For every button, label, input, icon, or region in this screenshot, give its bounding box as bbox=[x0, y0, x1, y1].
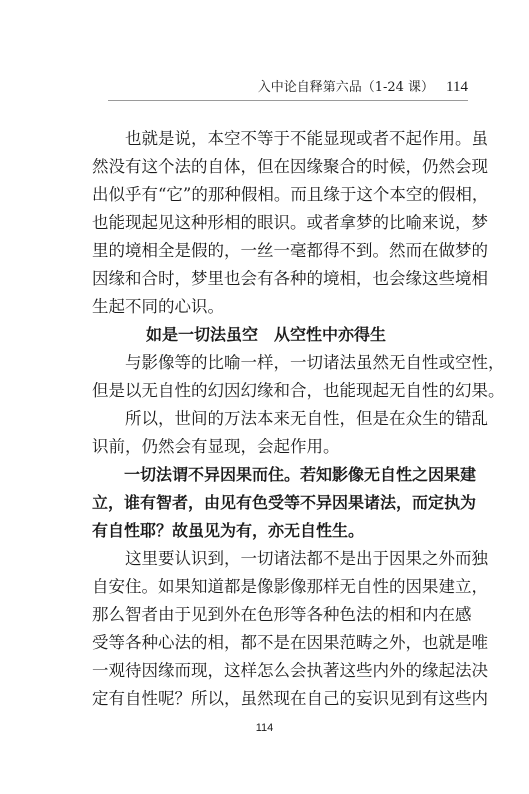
body-line: 受等各种心法的相，都不是在因果范畴之外，也就是唯 bbox=[92, 633, 488, 652]
body-line: 出似乎有“它”的那种假相。而且缘于这个本空的假相， bbox=[92, 185, 489, 204]
body-line: 生起不同的心识。 bbox=[92, 297, 224, 316]
body-line: 自安住。如果知道都是像影像那样无自性的因果建立， bbox=[92, 577, 488, 596]
header-rule bbox=[108, 100, 468, 101]
body-line: 也能现起见这种形相的眼识。或者拿梦的比喻来说，梦 bbox=[92, 213, 488, 232]
header-title: 入中论自释第六品（1-24 课） bbox=[257, 80, 435, 95]
commentary-line: 立，谁有智者，由见有色受等不异因果诸法，而定执为 bbox=[92, 493, 477, 512]
body-line: 所以，世间的万法本来无自性，但是在众生的错乱 bbox=[92, 409, 488, 428]
body-line: 也就是说，本空不等于不能显现或者不起作用。虽 bbox=[92, 129, 488, 148]
body-line: 与影像等的比喻一样，一切诸法虽然无自性或空性， bbox=[92, 353, 505, 372]
body-line: 识前，仍然会有显现，会起作用。 bbox=[92, 437, 340, 456]
commentary-line: 有自性耶？故虽见为有，亦无自性生。 bbox=[92, 521, 365, 540]
running-header bbox=[0, 76, 468, 96]
body-line: 里的境相全是假的，一丝一毫都得不到。然而在做梦的 bbox=[92, 241, 488, 260]
body-line: 那么智者由于见到外在色形等各种色法的相和内在感 bbox=[92, 605, 472, 624]
footer-page-number: 114 bbox=[255, 722, 274, 734]
body-line: 一观待因缘而现，这样怎么会执著这些内外的缘起法决 bbox=[92, 661, 488, 680]
body-line: 但是以无自性的幻因幻缘和合，也能现起无自性的幻果。 bbox=[92, 381, 505, 400]
body-line: 定有自性呢？所以，虽然现在自己的妄识见到有这些内 bbox=[92, 689, 488, 708]
body-line: 这里要认识到，一切诸法都不是出于因果之外而独 bbox=[92, 549, 488, 568]
commentary-line: 一切法谓不异因果而住。若知影像无自性之因果建 bbox=[92, 465, 477, 484]
verse-heading: 如是一切法虽空 从空性中亦得生 bbox=[146, 325, 387, 344]
body-line: 因缘和合时，梦里也会有各种的境相，也会缘这些境相 bbox=[92, 269, 488, 288]
header-page-number: 114 bbox=[446, 79, 468, 95]
body-line: 然没有这个法的自体，但在因缘聚合的时候，仍然会现 bbox=[92, 157, 488, 176]
